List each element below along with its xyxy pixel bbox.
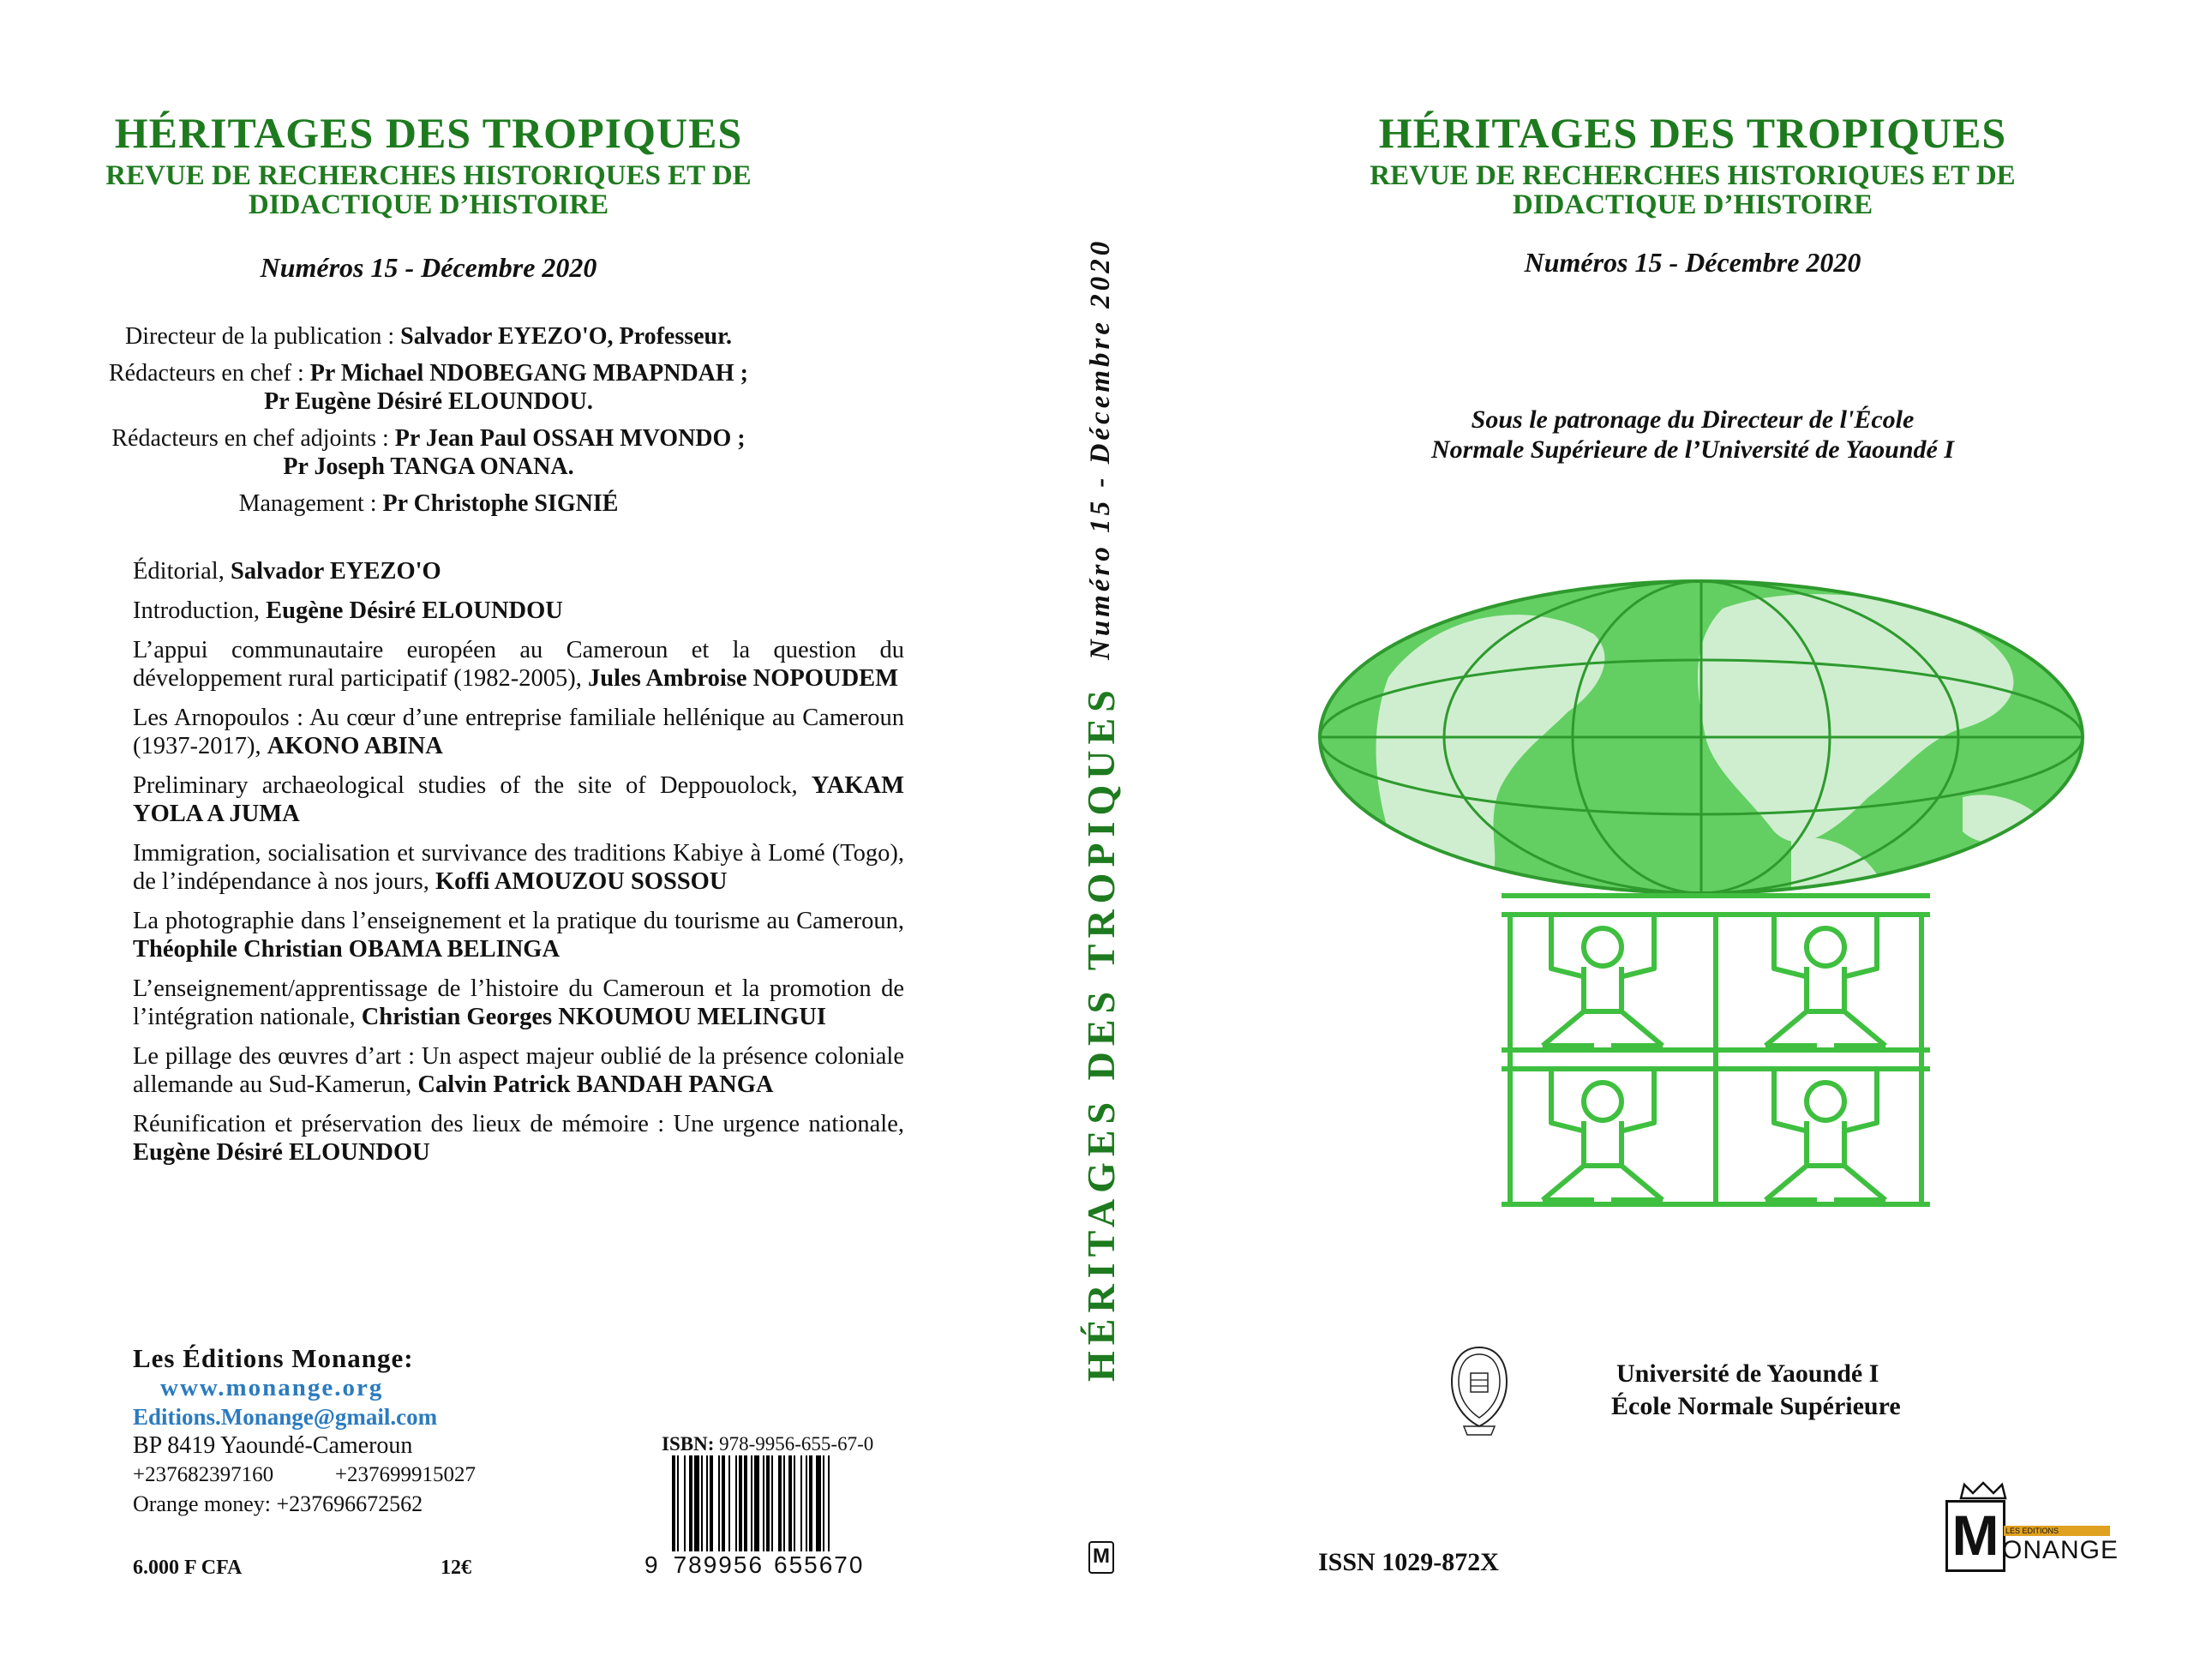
toc-item: Introduction, Eugène Désiré ELOUNDOU — [133, 597, 563, 624]
front-issue: Numéros 15 - Décembre 2020 — [1524, 247, 1861, 278]
publisher-logo-letter: M — [1945, 1500, 2005, 1572]
toc-item: L’appui communautaire européen au Cameroun et la question du développement rural participatif (1982-2005), Jules Ambroise NOPOUDEM — [133, 637, 904, 692]
back-subtitle — [103, 161, 754, 219]
globe-atlas-illustration — [1311, 574, 2091, 1243]
isbn-barcode — [644, 1455, 902, 1584]
publisher-name: Les Éditions Monange: — [133, 1343, 414, 1373]
toc-item: La photographie dans l’enseignement et la pratique du tourisme au Cameroun, Théophile Christian OBAMA BELINGA — [133, 908, 904, 963]
university-name: Université de Yaoundé I — [1616, 1359, 1879, 1388]
toc-item: Le pillage des œuvres d’art : Un aspect majeur oublié de la présence coloniale allemande au Sud-Kamerun, Calvin Patrick BANDAH PANGA — [133, 1043, 904, 1098]
toc-item: Éditorial, Salvador EYEZO'O — [133, 558, 441, 585]
toc-item: Immigration, socialisation et survivance des traditions Kabiye à Lomé (Togo), de l’indépendance à nos jours, Koffi AMOUZOU SOSSOU — [133, 840, 904, 895]
publisher-phone1: +237682397160 — [133, 1463, 274, 1486]
toc-item: Réunification et préservation des lieux de mémoire : Une urgence nationale, Eugène Désiré ELOUNDOU — [133, 1111, 904, 1166]
publisher-orange-money: Orange money: +237696672562 — [133, 1491, 423, 1516]
school-name: École Normale Supérieure — [1611, 1392, 1901, 1420]
publisher-logo-small: LES EDITIONS — [2004, 1526, 2110, 1536]
crown-icon — [1957, 1481, 2009, 1500]
spine-issue: Numéro 15 - Décembre 2020 — [1085, 237, 1116, 660]
staff-chief-editors: Rédacteurs en chef : Pr Michael NDOBEGANG MBAPNDAH ; Pr Eugène Désiré ELOUNDOU. — [109, 360, 748, 415]
university-seal-icon — [1448, 1344, 1510, 1440]
staff-management: Management : Pr Christophe SIGNIÉ — [238, 490, 619, 517]
toc-item: Preliminary archaeological studies of the site of Deppouolock, YAKAM YOLA A JUMA — [133, 772, 904, 827]
publisher-website[interactable]: www.monange.org — [160, 1374, 384, 1401]
publisher-address: BP 8419 Yaoundé-Cameroun — [133, 1432, 413, 1459]
front-subtitle — [1337, 161, 2048, 219]
publisher-email[interactable]: Editions.Monange@gmail.com — [133, 1404, 438, 1430]
back-subtitle-line1: REVUE DE RECHERCHES HISTORIQUES ET DE — [105, 160, 752, 191]
barcode-digits: 9 789956 655670 — [644, 1551, 865, 1578]
institution-block — [1611, 1358, 1901, 1423]
table-of-contents — [133, 557, 904, 1178]
patronage-line1: Sous le patronage du Directeur de l'École — [1471, 405, 1915, 434]
spine-publisher-logo: M — [1088, 1541, 1114, 1574]
price-eur: 12€ — [441, 1557, 471, 1579]
back-issue: Numéros 15 - Décembre 2020 — [260, 252, 597, 283]
publisher-logo-text: ONANGE — [2002, 1536, 2119, 1564]
front-subtitle-line2: DIDACTIQUE D’HISTOIRE — [1512, 189, 1873, 220]
staff-deputy-editors: Rédacteurs en chef adjoints : Pr Jean Paul OSSAH MVONDO ; Pr Joseph TANGA ONANA. — [111, 425, 746, 480]
staff-list — [103, 322, 754, 518]
toc-item: L’enseignement/apprentissage de l’histoire du Cameroun et la promotion de l’intégration nationale, Christian Georges NKOUMOU MELINGUI — [133, 975, 904, 1030]
spine-title: HÉRITAGES DES TROPIQUES — [1079, 684, 1123, 1382]
publisher-phone2: +237699915027 — [334, 1463, 476, 1486]
front-title: HÉRITAGES DES TROPIQUES — [1378, 109, 2007, 157]
publisher-block — [133, 1344, 493, 1519]
price-cfa: 6.000 F CFA — [133, 1557, 243, 1579]
barcode-icon — [670, 1455, 927, 1557]
publisher-phones — [133, 1461, 476, 1490]
isbn-label: ISBN: 978-9956-655-67-0 — [662, 1433, 874, 1455]
staff-director: Directeur de la publication : Salvador EYEZO'O, Professeur. — [125, 323, 732, 350]
publisher-logo — [1939, 1481, 2119, 1575]
patronage-line2: Normale Supérieure de l’Université de Yaoundé I — [1430, 435, 1954, 464]
back-title: HÉRITAGES DES TROPIQUES — [114, 109, 743, 157]
back-subtitle-line2: DIDACTIQUE D’HISTOIRE — [248, 189, 609, 220]
front-subtitle-line1: REVUE DE RECHERCHES HISTORIQUES ET DE — [1370, 160, 2016, 191]
issn: ISSN 1029-872X — [1318, 1548, 1499, 1576]
toc-item: Les Arnopoulos : Au cœur d’une entreprise familiale hellénique au Cameroun (1937-2017), AKONO ABINA — [133, 705, 904, 759]
patronage-text — [1320, 405, 2065, 465]
